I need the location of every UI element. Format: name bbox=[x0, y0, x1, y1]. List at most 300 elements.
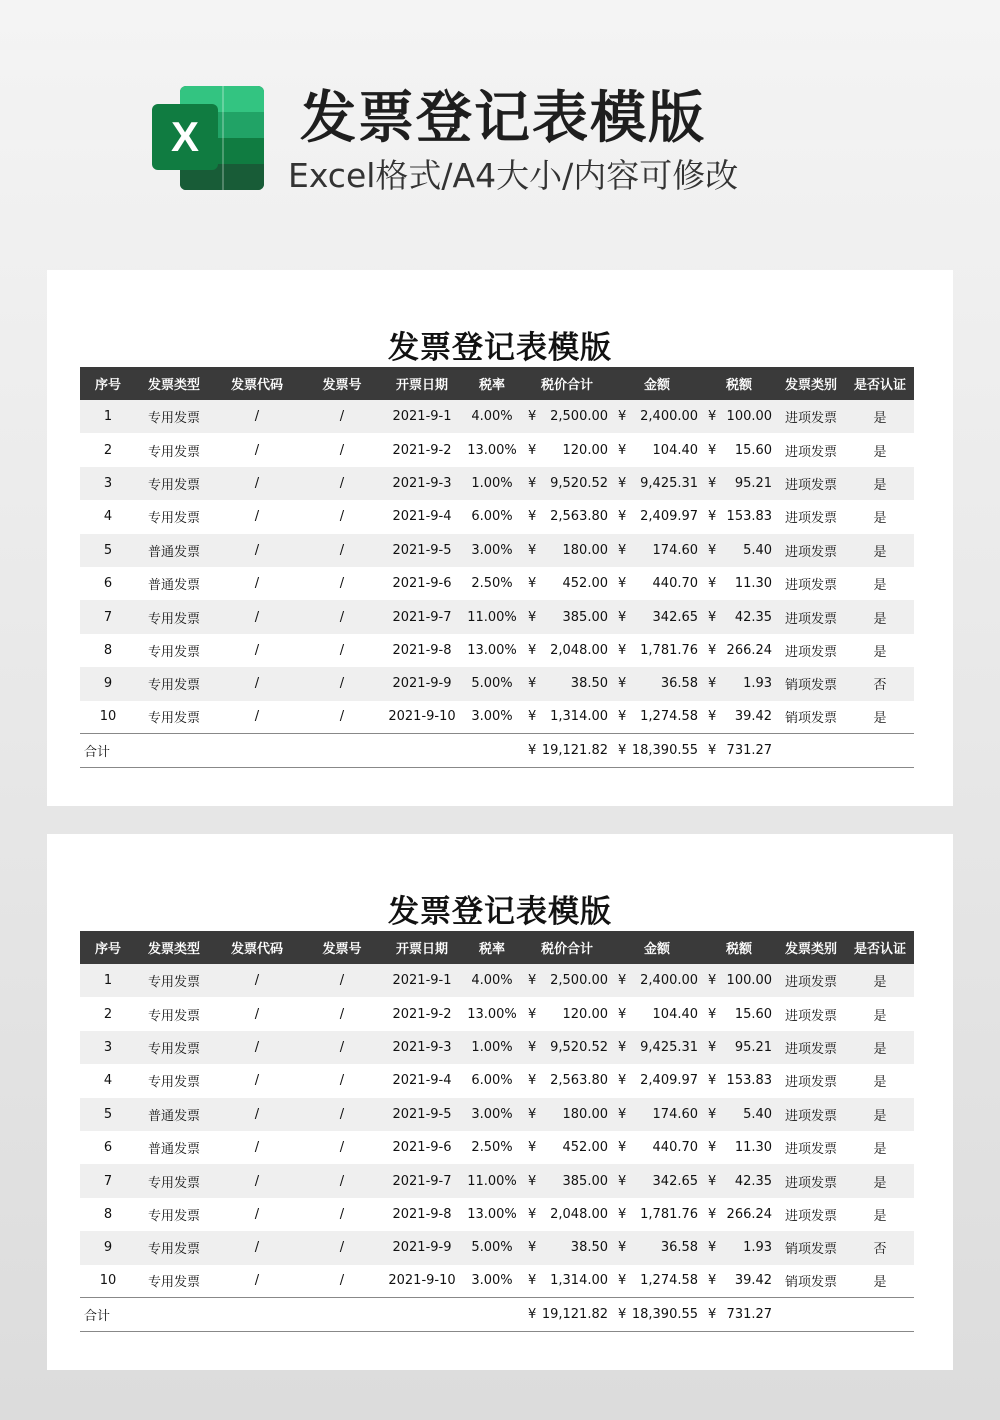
invoice-code: / bbox=[212, 634, 302, 667]
currency-symbol: ¥ bbox=[522, 1231, 538, 1264]
verified-status: 是 bbox=[846, 467, 914, 500]
invoice-type: 专用发票 bbox=[136, 600, 212, 633]
row-number: 10 bbox=[80, 1265, 136, 1298]
currency-symbol: ¥ bbox=[612, 1265, 628, 1298]
sheet-title: 发票登记表模版 bbox=[388, 330, 612, 366]
currency-symbol: ¥ bbox=[702, 1064, 718, 1097]
row-number: 1 bbox=[80, 964, 136, 997]
tax-amount: 95.21 bbox=[718, 1031, 776, 1064]
invoice-type: 专用发票 bbox=[136, 667, 212, 700]
invoice-number: / bbox=[302, 1064, 382, 1097]
currency-symbol: ¥ bbox=[522, 600, 538, 633]
row-number: 5 bbox=[80, 1098, 136, 1131]
verified-status: 是 bbox=[846, 1098, 914, 1131]
grand-total-amount: 18,390.55 bbox=[628, 1298, 702, 1332]
invoice-table bbox=[80, 931, 914, 1332]
invoice-number: / bbox=[302, 500, 382, 533]
total-with-tax: 1,314.00 bbox=[538, 701, 612, 734]
amount: 104.40 bbox=[628, 433, 702, 466]
invoice-number: / bbox=[302, 1231, 382, 1264]
currency-symbol: ¥ bbox=[612, 467, 628, 500]
invoice-date: 2021-9-2 bbox=[382, 433, 462, 466]
currency-symbol: ¥ bbox=[612, 1164, 628, 1197]
column-header: 金额 bbox=[612, 931, 702, 964]
invoice-type: 普通发票 bbox=[136, 1098, 212, 1131]
currency-symbol: ¥ bbox=[612, 600, 628, 633]
invoice-number: / bbox=[302, 701, 382, 734]
table-body bbox=[80, 400, 914, 734]
amount: 1,274.58 bbox=[628, 701, 702, 734]
tax-rate: 5.00% bbox=[462, 667, 522, 700]
invoice-date: 2021-9-8 bbox=[382, 634, 462, 667]
invoice-date: 2021-9-8 bbox=[382, 1198, 462, 1231]
total-with-tax: 2,563.80 bbox=[538, 500, 612, 533]
invoice-number: / bbox=[302, 467, 382, 500]
table-row bbox=[80, 567, 914, 600]
currency-symbol: ¥ bbox=[522, 667, 538, 700]
currency-symbol: ¥ bbox=[522, 1131, 538, 1164]
row-number: 10 bbox=[80, 701, 136, 734]
currency-symbol: ¥ bbox=[522, 1265, 538, 1298]
column-header: 发票类别 bbox=[776, 367, 846, 400]
currency-symbol: ¥ bbox=[612, 667, 628, 700]
amount: 440.70 bbox=[628, 567, 702, 600]
table-row bbox=[80, 1064, 914, 1097]
tax-amount: 5.40 bbox=[718, 1098, 776, 1131]
column-header: 税价合计 bbox=[522, 931, 612, 964]
tax-amount: 266.24 bbox=[718, 1198, 776, 1231]
total-with-tax: 2,048.00 bbox=[538, 634, 612, 667]
column-header: 发票类别 bbox=[776, 931, 846, 964]
currency-symbol: ¥ bbox=[702, 634, 718, 667]
tax-rate: 3.00% bbox=[462, 1098, 522, 1131]
total-with-tax: 452.00 bbox=[538, 567, 612, 600]
currency-symbol: ¥ bbox=[702, 667, 718, 700]
table-row bbox=[80, 467, 914, 500]
sheet-preview-2 bbox=[47, 834, 953, 1370]
amount: 2,400.00 bbox=[628, 400, 702, 433]
verified-status: 是 bbox=[846, 1164, 914, 1197]
total-with-tax: 38.50 bbox=[538, 1231, 612, 1264]
invoice-code: / bbox=[212, 997, 302, 1030]
row-number: 9 bbox=[80, 1231, 136, 1264]
tax-rate: 3.00% bbox=[462, 701, 522, 734]
grand-total-amount: 18,390.55 bbox=[628, 734, 702, 768]
invoice-date: 2021-9-4 bbox=[382, 500, 462, 533]
tax-rate: 11.00% bbox=[462, 600, 522, 633]
invoice-date: 2021-9-2 bbox=[382, 997, 462, 1030]
invoice-type: 普通发票 bbox=[136, 534, 212, 567]
invoice-date: 2021-9-9 bbox=[382, 667, 462, 700]
column-header: 发票类型 bbox=[136, 931, 212, 964]
header-row bbox=[80, 931, 914, 964]
invoice-category: 进项发票 bbox=[776, 534, 846, 567]
invoice-category: 销项发票 bbox=[776, 667, 846, 700]
currency-symbol: ¥ bbox=[522, 1298, 538, 1332]
table-row bbox=[80, 701, 914, 734]
currency-symbol: ¥ bbox=[612, 1231, 628, 1264]
svg-text:X: X bbox=[170, 113, 200, 160]
amount: 1,781.76 bbox=[628, 1198, 702, 1231]
invoice-code: / bbox=[212, 1031, 302, 1064]
invoice-code: / bbox=[212, 1265, 302, 1298]
currency-symbol: ¥ bbox=[702, 1164, 718, 1197]
amount: 1,274.58 bbox=[628, 1265, 702, 1298]
invoice-category: 销项发票 bbox=[776, 1265, 846, 1298]
column-header: 序号 bbox=[80, 931, 136, 964]
total-label: 合计 bbox=[80, 1298, 136, 1332]
row-number: 1 bbox=[80, 400, 136, 433]
table-row bbox=[80, 997, 914, 1030]
currency-symbol: ¥ bbox=[522, 500, 538, 533]
verified-status: 否 bbox=[846, 667, 914, 700]
currency-symbol: ¥ bbox=[702, 500, 718, 533]
column-header: 开票日期 bbox=[382, 367, 462, 400]
invoice-type: 普通发票 bbox=[136, 567, 212, 600]
column-header: 税率 bbox=[462, 367, 522, 400]
amount: 2,409.97 bbox=[628, 1064, 702, 1097]
tax-rate: 13.00% bbox=[462, 997, 522, 1030]
tax-amount: 153.83 bbox=[718, 500, 776, 533]
column-header: 发票号 bbox=[302, 367, 382, 400]
invoice-type: 专用发票 bbox=[136, 1231, 212, 1264]
table-body bbox=[80, 964, 914, 1298]
currency-symbol: ¥ bbox=[702, 1231, 718, 1264]
verified-status: 是 bbox=[846, 1031, 914, 1064]
invoice-category: 销项发票 bbox=[776, 701, 846, 734]
invoice-date: 2021-9-10 bbox=[382, 1265, 462, 1298]
invoice-number: / bbox=[302, 1164, 382, 1197]
total-with-tax: 385.00 bbox=[538, 1164, 612, 1197]
table-row bbox=[80, 600, 914, 633]
amount: 36.58 bbox=[628, 667, 702, 700]
row-number: 2 bbox=[80, 997, 136, 1030]
invoice-category: 进项发票 bbox=[776, 567, 846, 600]
tax-rate: 4.00% bbox=[462, 964, 522, 997]
currency-symbol: ¥ bbox=[522, 701, 538, 734]
invoice-category: 进项发票 bbox=[776, 1064, 846, 1097]
amount: 174.60 bbox=[628, 534, 702, 567]
column-header: 是否认证 bbox=[846, 931, 914, 964]
invoice-type: 专用发票 bbox=[136, 400, 212, 433]
tax-rate: 2.50% bbox=[462, 1131, 522, 1164]
row-number: 4 bbox=[80, 500, 136, 533]
currency-symbol: ¥ bbox=[522, 400, 538, 433]
currency-symbol: ¥ bbox=[612, 1064, 628, 1097]
invoice-number: / bbox=[302, 1031, 382, 1064]
invoice-number: / bbox=[302, 1198, 382, 1231]
invoice-type: 专用发票 bbox=[136, 1031, 212, 1064]
currency-symbol: ¥ bbox=[702, 433, 718, 466]
currency-symbol: ¥ bbox=[612, 734, 628, 768]
invoice-date: 2021-9-3 bbox=[382, 467, 462, 500]
column-header: 税额 bbox=[702, 367, 776, 400]
invoice-category: 进项发票 bbox=[776, 634, 846, 667]
row-number: 3 bbox=[80, 1031, 136, 1064]
verified-status: 是 bbox=[846, 534, 914, 567]
total-with-tax: 2,048.00 bbox=[538, 1198, 612, 1231]
tax-amount: 39.42 bbox=[718, 701, 776, 734]
tax-amount: 1.93 bbox=[718, 1231, 776, 1264]
verified-status: 是 bbox=[846, 1064, 914, 1097]
sheet-preview-1 bbox=[47, 270, 953, 806]
total-with-tax: 2,500.00 bbox=[538, 964, 612, 997]
table-row bbox=[80, 500, 914, 533]
invoice-code: / bbox=[212, 1064, 302, 1097]
amount: 174.60 bbox=[628, 1098, 702, 1131]
invoice-date: 2021-9-9 bbox=[382, 1231, 462, 1264]
sheet-title: 发票登记表模版 bbox=[388, 894, 612, 930]
invoice-code: / bbox=[212, 1198, 302, 1231]
total-with-tax: 452.00 bbox=[538, 1131, 612, 1164]
table-row bbox=[80, 1098, 914, 1131]
invoice-date: 2021-9-1 bbox=[382, 964, 462, 997]
table-row bbox=[80, 1198, 914, 1231]
currency-symbol: ¥ bbox=[702, 701, 718, 734]
invoice-type: 专用发票 bbox=[136, 433, 212, 466]
currency-symbol: ¥ bbox=[522, 997, 538, 1030]
total-with-tax: 9,520.52 bbox=[538, 1031, 612, 1064]
invoice-code: / bbox=[212, 964, 302, 997]
tax-amount: 266.24 bbox=[718, 634, 776, 667]
row-number: 9 bbox=[80, 667, 136, 700]
currency-symbol: ¥ bbox=[522, 734, 538, 768]
footer-blank bbox=[136, 734, 522, 768]
currency-symbol: ¥ bbox=[522, 433, 538, 466]
tax-rate: 1.00% bbox=[462, 467, 522, 500]
currency-symbol: ¥ bbox=[702, 1265, 718, 1298]
footer-row bbox=[80, 1298, 914, 1332]
tax-amount: 95.21 bbox=[718, 467, 776, 500]
invoice-code: / bbox=[212, 400, 302, 433]
invoice-type: 专用发票 bbox=[136, 467, 212, 500]
grand-total-tax: 731.27 bbox=[718, 734, 776, 768]
table-row bbox=[80, 634, 914, 667]
amount: 9,425.31 bbox=[628, 467, 702, 500]
tax-rate: 13.00% bbox=[462, 1198, 522, 1231]
table-row bbox=[80, 400, 914, 433]
footer-blank bbox=[776, 734, 914, 768]
total-with-tax: 9,520.52 bbox=[538, 467, 612, 500]
currency-symbol: ¥ bbox=[612, 701, 628, 734]
invoice-category: 进项发票 bbox=[776, 400, 846, 433]
row-number: 7 bbox=[80, 600, 136, 633]
currency-symbol: ¥ bbox=[612, 997, 628, 1030]
invoice-category: 进项发票 bbox=[776, 1031, 846, 1064]
invoice-number: / bbox=[302, 534, 382, 567]
invoice-date: 2021-9-4 bbox=[382, 1064, 462, 1097]
total-with-tax: 120.00 bbox=[538, 997, 612, 1030]
invoice-code: / bbox=[212, 1098, 302, 1131]
tax-rate: 3.00% bbox=[462, 534, 522, 567]
row-number: 5 bbox=[80, 534, 136, 567]
verified-status: 否 bbox=[846, 1231, 914, 1264]
column-header: 发票代码 bbox=[212, 367, 302, 400]
invoice-type: 专用发票 bbox=[136, 701, 212, 734]
amount: 342.65 bbox=[628, 600, 702, 633]
total-label: 合计 bbox=[80, 734, 136, 768]
invoice-number: / bbox=[302, 1131, 382, 1164]
verified-status: 是 bbox=[846, 400, 914, 433]
invoice-category: 进项发票 bbox=[776, 500, 846, 533]
invoice-category: 进项发票 bbox=[776, 1131, 846, 1164]
currency-symbol: ¥ bbox=[702, 1298, 718, 1332]
hero-title: 发票登记表模版 bbox=[300, 86, 706, 151]
currency-symbol: ¥ bbox=[522, 1064, 538, 1097]
table-row bbox=[80, 534, 914, 567]
invoice-type: 专用发票 bbox=[136, 1064, 212, 1097]
invoice-date: 2021-9-7 bbox=[382, 1164, 462, 1197]
invoice-number: / bbox=[302, 400, 382, 433]
amount: 440.70 bbox=[628, 1131, 702, 1164]
currency-symbol: ¥ bbox=[702, 1131, 718, 1164]
currency-symbol: ¥ bbox=[702, 467, 718, 500]
column-header: 开票日期 bbox=[382, 931, 462, 964]
tax-rate: 13.00% bbox=[462, 433, 522, 466]
header-row bbox=[80, 367, 914, 400]
currency-symbol: ¥ bbox=[612, 400, 628, 433]
tax-amount: 11.30 bbox=[718, 1131, 776, 1164]
currency-symbol: ¥ bbox=[702, 567, 718, 600]
amount: 9,425.31 bbox=[628, 1031, 702, 1064]
invoice-type: 专用发票 bbox=[136, 500, 212, 533]
currency-symbol: ¥ bbox=[612, 1298, 628, 1332]
verified-status: 是 bbox=[846, 997, 914, 1030]
invoice-code: / bbox=[212, 667, 302, 700]
currency-symbol: ¥ bbox=[702, 400, 718, 433]
verified-status: 是 bbox=[846, 964, 914, 997]
invoice-code: / bbox=[212, 433, 302, 466]
amount: 2,409.97 bbox=[628, 500, 702, 533]
invoice-code: / bbox=[212, 467, 302, 500]
currency-symbol: ¥ bbox=[612, 433, 628, 466]
invoice-type: 专用发票 bbox=[136, 964, 212, 997]
grand-total-with-tax: 19,121.82 bbox=[538, 1298, 612, 1332]
invoice-category: 进项发票 bbox=[776, 997, 846, 1030]
tax-amount: 153.83 bbox=[718, 1064, 776, 1097]
table-row bbox=[80, 1231, 914, 1264]
row-number: 8 bbox=[80, 1198, 136, 1231]
currency-symbol: ¥ bbox=[702, 997, 718, 1030]
amount: 104.40 bbox=[628, 997, 702, 1030]
total-with-tax: 385.00 bbox=[538, 600, 612, 633]
tax-rate: 6.00% bbox=[462, 500, 522, 533]
table-row bbox=[80, 1164, 914, 1197]
column-header: 发票代码 bbox=[212, 931, 302, 964]
tax-amount: 1.93 bbox=[718, 667, 776, 700]
verified-status: 是 bbox=[846, 600, 914, 633]
verified-status: 是 bbox=[846, 500, 914, 533]
amount: 1,781.76 bbox=[628, 634, 702, 667]
invoice-category: 进项发票 bbox=[776, 600, 846, 633]
column-header: 金额 bbox=[612, 367, 702, 400]
currency-symbol: ¥ bbox=[702, 534, 718, 567]
hero-banner bbox=[0, 0, 1000, 240]
verified-status: 是 bbox=[846, 433, 914, 466]
grand-total-with-tax: 19,121.82 bbox=[538, 734, 612, 768]
invoice-type: 专用发票 bbox=[136, 1164, 212, 1197]
tax-rate: 11.00% bbox=[462, 1164, 522, 1197]
currency-symbol: ¥ bbox=[612, 1098, 628, 1131]
row-number: 7 bbox=[80, 1164, 136, 1197]
currency-symbol: ¥ bbox=[522, 964, 538, 997]
invoice-type: 专用发票 bbox=[136, 1265, 212, 1298]
tax-rate: 6.00% bbox=[462, 1064, 522, 1097]
invoice-category: 进项发票 bbox=[776, 1098, 846, 1131]
verified-status: 是 bbox=[846, 1265, 914, 1298]
amount: 342.65 bbox=[628, 1164, 702, 1197]
invoice-date: 2021-9-7 bbox=[382, 600, 462, 633]
table-row bbox=[80, 667, 914, 700]
currency-symbol: ¥ bbox=[612, 1131, 628, 1164]
invoice-code: / bbox=[212, 1164, 302, 1197]
invoice-code: / bbox=[212, 567, 302, 600]
invoice-code: / bbox=[212, 500, 302, 533]
invoice-category: 进项发票 bbox=[776, 1164, 846, 1197]
column-header: 税价合计 bbox=[522, 367, 612, 400]
tax-amount: 42.35 bbox=[718, 1164, 776, 1197]
verified-status: 是 bbox=[846, 567, 914, 600]
currency-symbol: ¥ bbox=[522, 567, 538, 600]
currency-symbol: ¥ bbox=[612, 1198, 628, 1231]
amount: 36.58 bbox=[628, 1231, 702, 1264]
invoice-category: 销项发票 bbox=[776, 1231, 846, 1264]
invoice-type: 专用发票 bbox=[136, 997, 212, 1030]
invoice-number: / bbox=[302, 964, 382, 997]
table-row bbox=[80, 964, 914, 997]
invoice-date: 2021-9-10 bbox=[382, 701, 462, 734]
invoice-number: / bbox=[302, 600, 382, 633]
table-row bbox=[80, 1031, 914, 1064]
currency-symbol: ¥ bbox=[522, 1198, 538, 1231]
tax-rate: 1.00% bbox=[462, 1031, 522, 1064]
footer-blank bbox=[776, 1298, 914, 1332]
invoice-number: / bbox=[302, 1098, 382, 1131]
column-header: 序号 bbox=[80, 367, 136, 400]
tax-amount: 100.00 bbox=[718, 964, 776, 997]
row-number: 8 bbox=[80, 634, 136, 667]
currency-symbol: ¥ bbox=[612, 1031, 628, 1064]
currency-symbol: ¥ bbox=[702, 964, 718, 997]
row-number: 4 bbox=[80, 1064, 136, 1097]
currency-symbol: ¥ bbox=[522, 467, 538, 500]
verified-status: 是 bbox=[846, 634, 914, 667]
total-with-tax: 38.50 bbox=[538, 667, 612, 700]
verified-status: 是 bbox=[846, 1131, 914, 1164]
tax-amount: 15.60 bbox=[718, 433, 776, 466]
currency-symbol: ¥ bbox=[612, 634, 628, 667]
verified-status: 是 bbox=[846, 701, 914, 734]
column-header: 发票号 bbox=[302, 931, 382, 964]
total-with-tax: 1,314.00 bbox=[538, 1265, 612, 1298]
invoice-number: / bbox=[302, 1265, 382, 1298]
invoice-number: / bbox=[302, 567, 382, 600]
invoice-code: / bbox=[212, 701, 302, 734]
row-number: 2 bbox=[80, 433, 136, 466]
invoice-number: / bbox=[302, 997, 382, 1030]
currency-symbol: ¥ bbox=[522, 534, 538, 567]
currency-symbol: ¥ bbox=[702, 1098, 718, 1131]
invoice-code: / bbox=[212, 1231, 302, 1264]
table-row bbox=[80, 1265, 914, 1298]
invoice-date: 2021-9-5 bbox=[382, 1098, 462, 1131]
currency-symbol: ¥ bbox=[522, 634, 538, 667]
invoice-date: 2021-9-1 bbox=[382, 400, 462, 433]
hero-subtitle: Excel格式/A4大小/内容可修改 bbox=[288, 156, 739, 195]
tax-amount: 100.00 bbox=[718, 400, 776, 433]
footer-blank bbox=[136, 1298, 522, 1332]
invoice-date: 2021-9-5 bbox=[382, 534, 462, 567]
